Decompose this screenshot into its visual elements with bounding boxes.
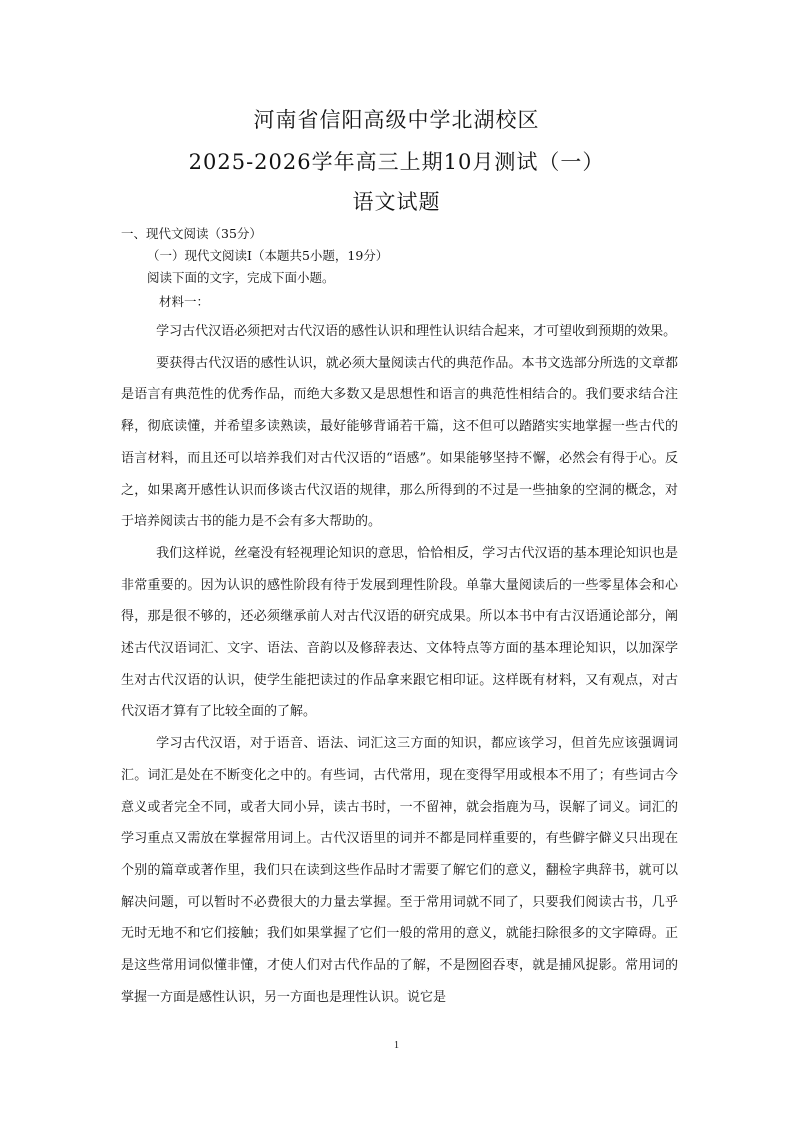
paragraph-1: 学习古代汉语必须把对古代汉语的感性认识和理性认识结合起来，才可望收到预期的效果。 — [156, 324, 677, 339]
subject-title: 语文试题 — [352, 190, 441, 214]
exam-title: 2025-2026学年高三上期10月测试（一） — [188, 150, 605, 174]
reading-instruction: 阅读下面的文字，完成下面小题。 — [147, 270, 335, 285]
material-label: 材料一： — [159, 294, 210, 309]
paragraph-3: 我们这样说，丝毫没有轻视理论知识的意思，恰恰相反，学习古代汉语的基本理论知识也是非常重要的。因为认识的感性阶段有待于发展到理性阶段。单靠大量阅读后的一些零星体会和心得，那是很不够的，还必须继承前人对古代汉语的研究成果。所以本书中有古汉语通论部分，阐述古代汉语词汇、文字、语法、音韵以及修辞表达、文体特点等方面的基本理论知识，以加深学生对古代汉语的认识，使学生能把读过的作品拿来跟它相印证。这样既有材料，又有观点，对古代汉语才算有了比较全面的了解。 — [121, 545, 678, 720]
school-title: 河南省信阳高级中学北湖校区 — [253, 108, 540, 132]
subsection-heading: （一）现代文阅读Ⅰ（本题共5小题，19分） — [147, 248, 389, 263]
paragraph-4: 学习古代汉语，对于语音、语法、词汇这三方面的知识，都应该学习，但首先应该强调词汇。词汇是处在不断变化之中的。有些词，古代常用，现在变得罕用或根本不用了；有些词古今意义或者完全不同，或者大同小异，读古书时，一不留神，就会指鹿为马，误解了词义。词汇的学习重点又需放在掌握常用词上。古代汉语里的词并不都是同样重要的，有些僻字僻义只出现在个别的篇章或著作里，我们只在读到这些作品时才需要了解它们的意义，翻检字典辞书，就可以解决问题，可以暂时不必费很大的力量去掌握。至于常用词就不同了，只要我们阅读古书，几乎无时无地不和它们接触；我们如果掌握了它们一般的常用的意义，就能扫除很多的文字障碍。正是这些常用词似懂非懂，才使人们对古代作品的了解，不是囫囵吞枣，就是捕风捉影。常用词的掌握一方面是感性认识，另一方面也是理性认识。说它是 — [121, 736, 678, 1005]
page-number: 1 — [394, 1040, 399, 1051]
section-heading: 一、现代文阅读（35分） — [121, 226, 262, 241]
passage-body — [121, 316, 678, 1013]
paragraph-2: 要获得古代汉语的感性认识，就必须大量阅读古代的典范作品。本书文选部分所选的文章都是语言有典范性的优秀作品，而绝大多数又是思想性和语言的典范性相结合的。我们要求结合注释，彻底读懂，并希望多读熟读，最好能够背诵若干篇，这不但可以踏踏实实地掌握一些古代的语言材料，而且还可以培养我们对古代汉语的“语感”。如果能够坚持不懈，必然会有得于心。反之，如果离开感性认识而侈谈古代汉语的规律，那么所得到的不过是一些抽象的空洞的概念，对于培养阅读古书的能力是不会有多大帮助的。 — [121, 355, 678, 530]
